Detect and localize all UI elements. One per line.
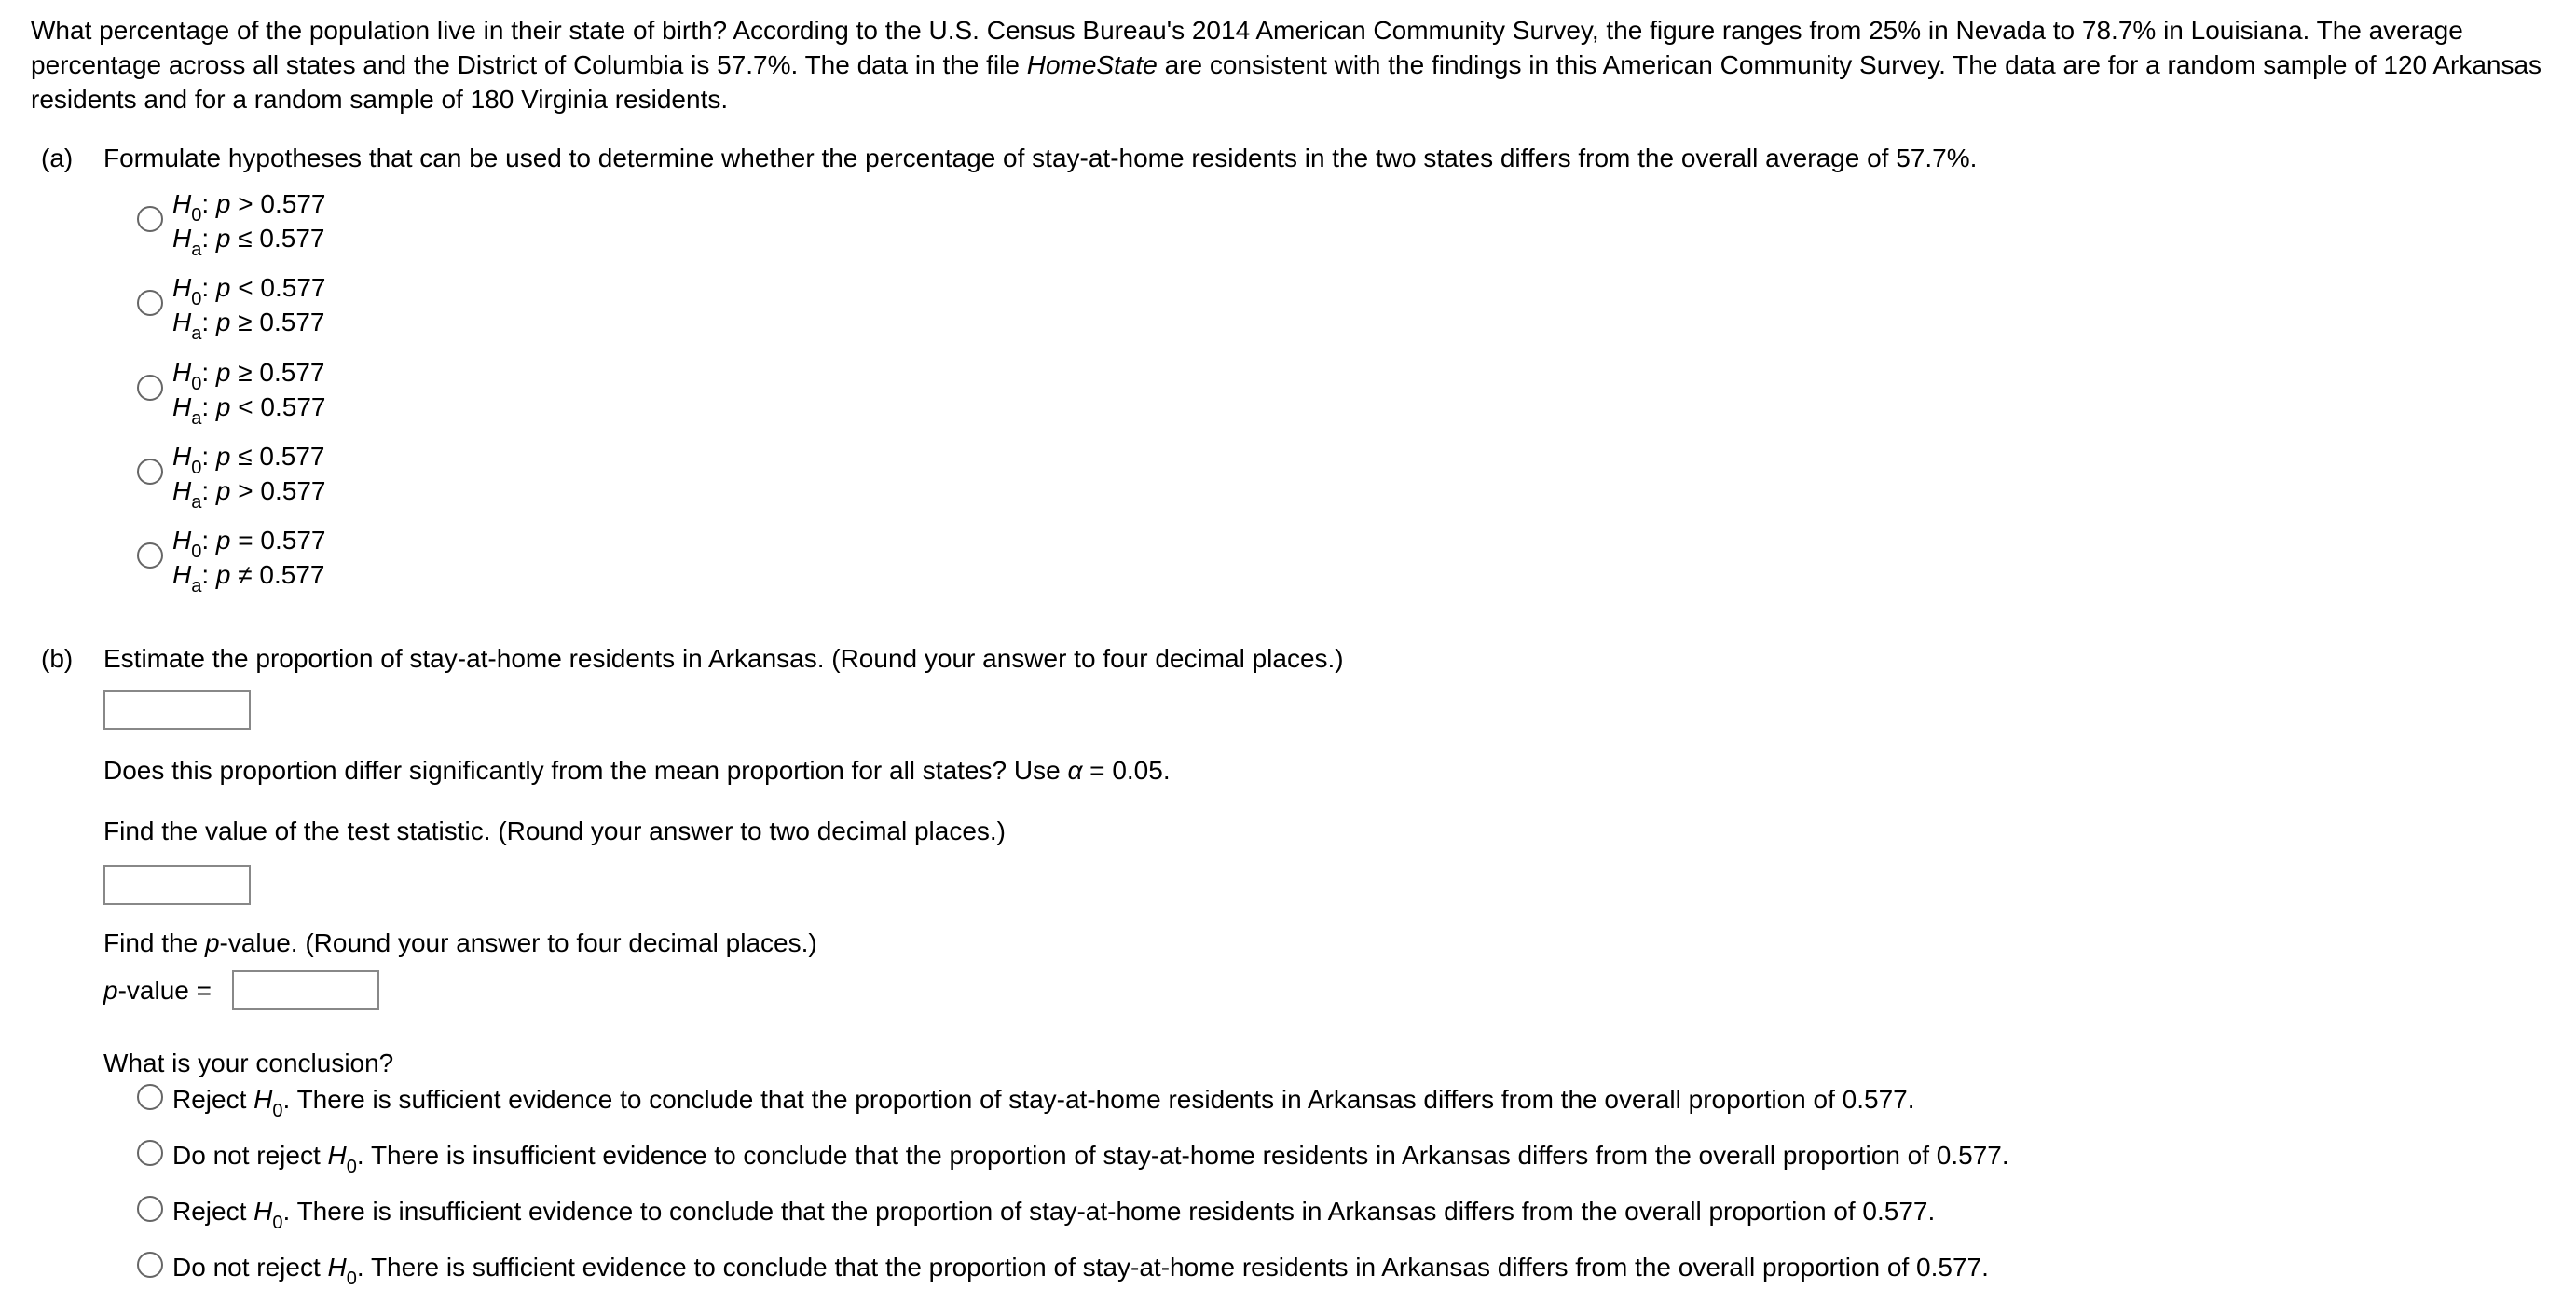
hypothesis-radio-5[interactable] [137, 542, 163, 569]
null-hypothesis: $H_0$: p > 0.577 [172, 189, 326, 226]
part-a-question: Formulate hypotheses that can be used to determine whether the percentage of stay-at-home residents in the two states differs from the overall average of 57.7%. [103, 144, 1978, 172]
conclusion-radio-1[interactable] [137, 1084, 163, 1110]
alpha-symbol: α [1067, 756, 1083, 785]
pvalue-input[interactable] [232, 970, 379, 1010]
test-statistic-input[interactable] [103, 865, 251, 905]
conclusion-radio-3[interactable] [137, 1196, 163, 1222]
problem-intro [31, 13, 2547, 117]
conclusion-question: What is your conclusion? [103, 1049, 394, 1077]
null-hypothesis: $H_0$: p = 0.577 [172, 526, 326, 562]
hypothesis-radio-4[interactable] [137, 459, 163, 485]
conclusion-text: Do not reject $H_0$. There is sufficient evidence to conclude that the proportion of stay-at-home residents in Arkansas differs from the overall proportion of 0.577. [172, 1253, 1989, 1289]
part-a-label: (a) [41, 144, 74, 172]
alternative-hypothesis: $H_a$: p ≥ 0.577 [172, 308, 325, 344]
part-b-label: (b) [41, 644, 74, 673]
pvalue-label: p-value = [103, 976, 212, 1005]
conclusion-text: Reject $H_0$. There is sufficient evidence to conclude that the proportion of stay-at-home residents in Arkansas differs from the overall proportion of 0.577. [172, 1085, 1915, 1121]
file-name: HomeState [1026, 50, 1158, 79]
alternative-hypothesis: $H_a$: p ≤ 0.577 [172, 224, 325, 260]
intro-text-1: What percentage of the population live in their state of birth? According to the U.S. Census Bureau's 2014 American Community Survey, the figure ranges from 25% in Nevada to 78.7% in Louisiana. The average percentage across all states and the District of Columbia is 57.7%. The data in the file [31, 16, 2463, 79]
conclusion-radio-4[interactable] [137, 1252, 163, 1278]
part-b-question: Estimate the proportion of stay-at-home residents in Arkansas. (Round your answer to four decimal places.) [103, 644, 1344, 673]
pvalue-question: Find the p-value. (Round your answer to four decimal places.) [103, 928, 817, 957]
alternative-hypothesis: $H_a$: p < 0.577 [172, 392, 326, 429]
null-hypothesis: $H_0$: p < 0.577 [172, 273, 326, 309]
significance-question: Does this proportion differ significantly from the mean proportion for all states? Use α = 0.05. [103, 756, 1171, 785]
hypothesis-radio-1[interactable] [137, 206, 163, 232]
null-hypothesis: $H_0$: p ≤ 0.577 [172, 442, 325, 478]
conclusion-text: Do not reject $H_0$. There is insufficient evidence to conclude that the proportion of stay-at-home residents in Arkansas differs from the overall proportion of 0.577. [172, 1141, 2009, 1177]
test-statistic-question: Find the value of the test statistic. (Round your answer to two decimal places.) [103, 816, 1007, 845]
alternative-hypothesis: $H_a$: p ≠ 0.577 [172, 560, 325, 597]
alternative-hypothesis: $H_a$: p > 0.577 [172, 476, 326, 513]
intro-text-2: are consistent with the findings in this American Community Survey. The data are for a random sample of 120 Arkansas residents and for a random sample of 180 Virginia residents. [31, 50, 2542, 114]
hypothesis-radio-2[interactable] [137, 290, 163, 316]
conclusion-text: Reject $H_0$. There is insufficient evidence to conclude that the proportion of stay-at-home residents in Arkansas differs from the overall proportion of 0.577. [172, 1197, 1936, 1233]
hypothesis-radio-3[interactable] [137, 375, 163, 401]
proportion-input[interactable] [103, 690, 251, 730]
conclusion-radio-2[interactable] [137, 1140, 163, 1166]
null-hypothesis: $H_0$: p ≥ 0.577 [172, 358, 325, 394]
